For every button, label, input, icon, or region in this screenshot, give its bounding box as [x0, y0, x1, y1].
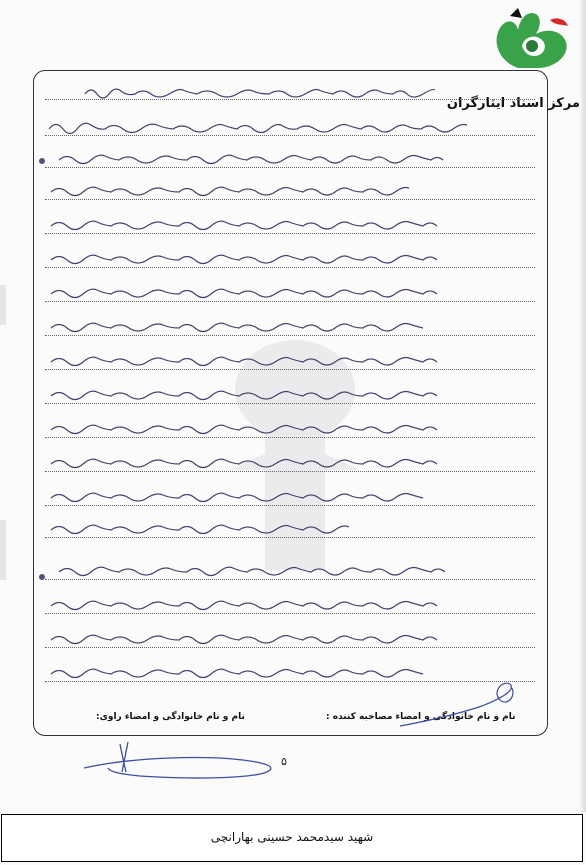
- handwriting-line: [45, 594, 535, 614]
- binding-mark: [0, 285, 6, 325]
- handwriting-line: [45, 560, 535, 580]
- handwriting-line: [45, 148, 535, 168]
- handwriting-line: [45, 628, 535, 648]
- handwriting-line: [45, 180, 535, 200]
- paragraph-bullet: [39, 158, 45, 164]
- handwriting-line: [45, 214, 535, 234]
- handwriting-line: [45, 80, 535, 100]
- handwriting-line: [45, 282, 535, 302]
- handwriting-line: [45, 452, 535, 472]
- brand-name: مرکز اسناد ایثارگران: [446, 96, 580, 111]
- hand-dove-logo-icon: [488, 6, 574, 72]
- paragraph-bullet: [39, 574, 45, 580]
- handwriting-line: [45, 350, 535, 370]
- handwriting-line: [45, 384, 535, 404]
- handwriting-line: [45, 248, 535, 268]
- narrator-signature-label: نام و نام خانوادگی و امضاء راوی:: [96, 712, 245, 722]
- caption-box: [1, 814, 583, 862]
- interviewer-signature: [392, 676, 522, 732]
- handwriting-line: [45, 486, 535, 506]
- martyr-name-caption: شهید سیدمحمد حسینی بهارانچی: [210, 830, 374, 844]
- page-edge-shadow: [580, 0, 586, 812]
- handwriting-line: [45, 116, 535, 136]
- page-number: ۵: [281, 755, 287, 768]
- narrator-signature: [80, 738, 290, 782]
- handwriting-line: [45, 518, 535, 538]
- handwriting-line: [45, 418, 535, 438]
- binding-mark: [0, 520, 6, 580]
- handwriting-line: [45, 316, 535, 336]
- interviewer-signature-label: نام و نام خانوادگی و امضاء مصاحبه کننده :: [326, 712, 516, 722]
